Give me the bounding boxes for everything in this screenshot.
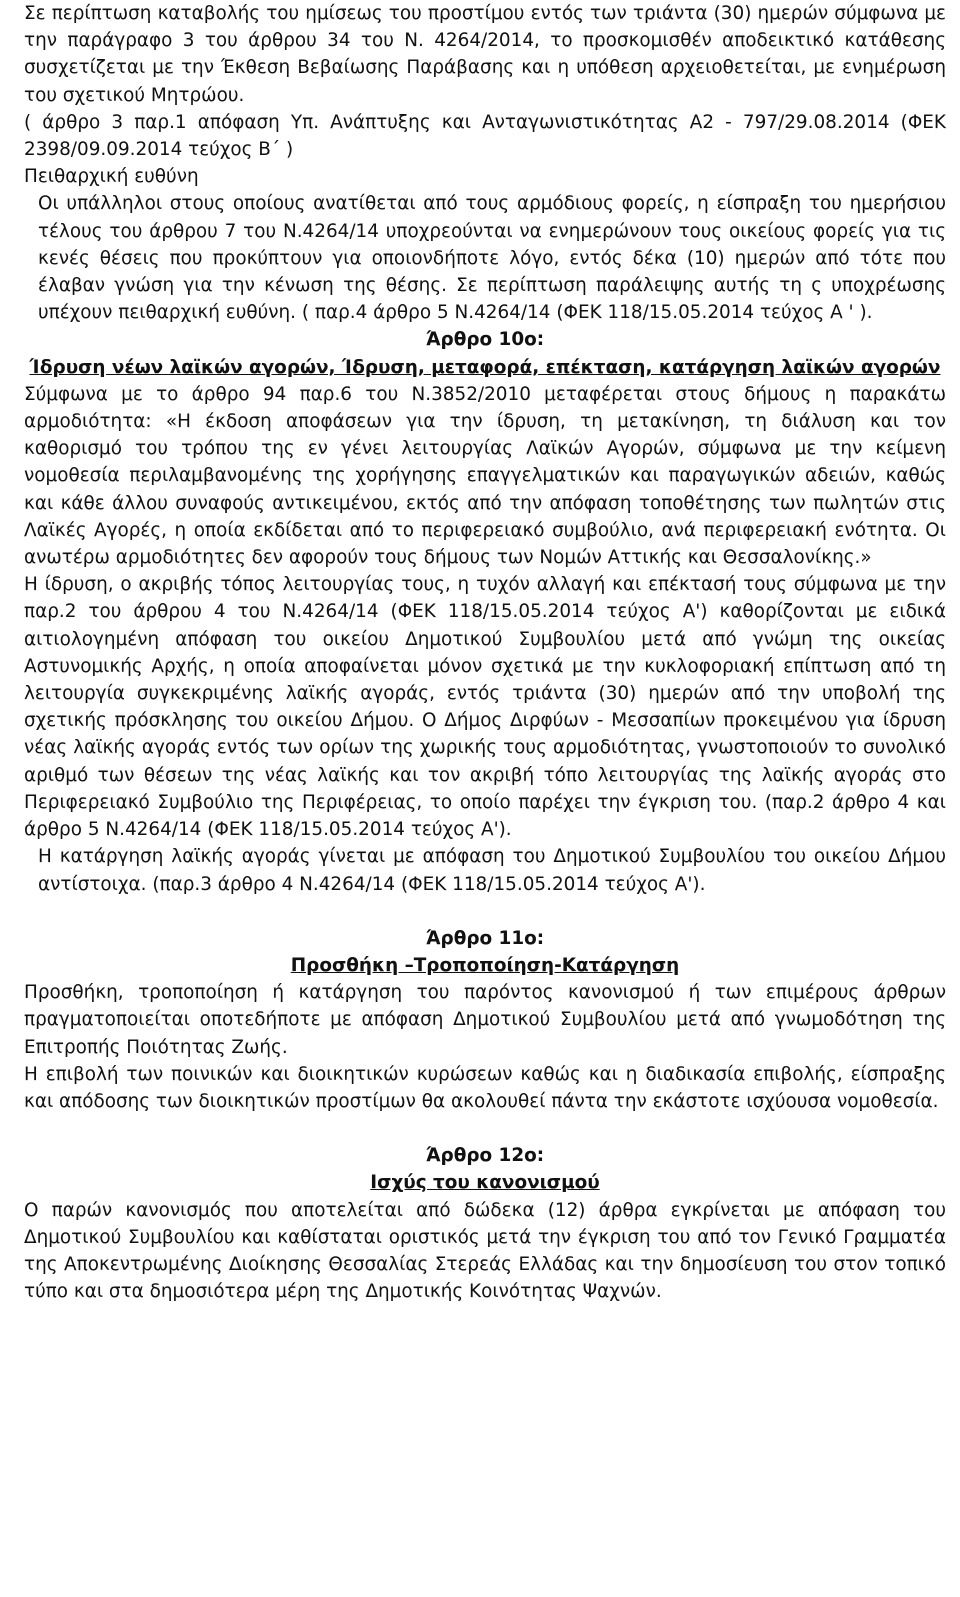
article-10-paragraph-1: Σύμφωνα με το άρθρο 94 παρ.6 του Ν.3852/2010 μεταφέρεται στους δήμους η παρακάτω αρμοδιότητα: «Η έκδοση αποφάσεων για την ίδρυση, τη μετακίνηση, τη διάλυση και τον καθορισμό του τρόπου της εν γένει λειτουργίας Λαϊκών Αγορών, σύμφωνα με την κείμενη νομοθεσία περιλαμβανομένης της χορήγησης επαγγελματικών και παραγωγικών αδειών, καθώς και κάθε άλλου συναφούς αντικειμένου, εκτός από την απόφαση τοποθέτησης των πωλητών στις Λαϊκές Αγορές, η οποία εκδίδεται από το περιφερειακό συμβούλιο, ανά περιφερειακή ενότητα. Οι ανωτέρω αρμοδιότητες δεν αφορούν τους δήμους των Νομών Αττικής και Θεσσαλονίκης.» [24, 383, 946, 569]
article-12-number: Άρθρο 12ο: [425, 1145, 545, 1167]
article-12-paragraph-1: Ο παρών κανονισμός που αποτελείται από δώδεκα (12) άρθρα εγκρίνεται με απόφαση του Δημοτικού Συμβουλίου και καθίσταται οριστικός μετά την έγκριση του από τον Γενικό Γραμματέα της Αποκεντρωμένης Διοίκησης Θεσσαλίας Στερεάς Ελλάδας και την δημοσίευση του στον τοπικό τύπο και στα δημοσιότερα μέρη της Δημοτικής Κοινότητας Ψαχνών. [24, 1199, 946, 1303]
article-10-number: Άρθρο 10ο: [425, 329, 545, 351]
intro-reference: ( άρθρο 3 παρ.1 απόφαση Υπ. Ανάπτυξης και Ανταγωνιστικότητας Α2 - 797/29.08.2014 (ΦΕΚ 2398/09.09.2014 τεύχος Β΄ ) [24, 111, 946, 161]
intro-paragraph: Σε περίπτωση καταβολής του ημίσεως του προστίμου εντός των τριάντα (30) ημερών σύμφωνα με την παράγραφο 3 του άρθρου 34 του Ν. 4264/2014, το προσκομισθέν αποδεικτικό κατάθεσης συσχετίζεται με την Έκθεση Βεβαίωσης Παράβασης και η υπόθεση αρχειοθετείται, με ενημέρωση του σχετικού Μητρώου. [24, 3, 946, 106]
disciplinary-heading: Πειθαρχική ευθύνη [24, 166, 199, 188]
article-10-paragraph-2: Η ίδρυση, ο ακριβής τόπος λειτουργίας τους, η τυχόν αλλαγή και επέκτασή τους σύμφωνα με την παρ.2 του άρθρου 4 του Ν.4264/14 (ΦΕΚ 118/15.05.2014 τεύχος Α') καθορίζονται με ειδικά αιτιολογημένη απόφαση του οικείου Δημοτικού Συμβουλίου μετά από γνώμη της οικείας Αστυνομικής Αρχής, η οποία αποφαίνεται μόνον σχετικά με την κυκλοφοριακή επίπτωση από τη λειτουργία συγκεκριμένης λαϊκής αγοράς, εντός τριάντα (30) ημερών από την υποβολή της σχετικής πρόσκλησης του οικείου Δήμου. Ο Δήμος Διρφύων - Μεσσαπίων προκειμένου για ίδρυση νέας λαϊκής αγοράς εντός των ορίων της χωρικής τους αρμοδιότητας, γνωστοποιούν το συνολικό αριθμό των θέσεων της νέας λαϊκής και τον ακριβή τόπο λειτουργίας της λαϊκής αγοράς στο Περιφερειακό Συμβούλιο της Περιφέρειας, το οποίο παρέχει την έγκριση του. (παρ.2 άρθρο 4 και άρθρο 5 Ν.4264/14 (ΦΕΚ 118/15.05.2014 τεύχος Α'). [24, 574, 946, 841]
article-11-paragraph-1: Προσθήκη, τροποποίηση ή κατάργηση του παρόντος κανονισμού ή των επιμέρους άρθρων πραγματοποιείται οποτεδήποτε με απόφαση Δημοτικού Συμβουλίου μετά από γνωμοδότηση της Επιτροπής Ποιότητας Ζωής. [24, 982, 946, 1058]
article-10-paragraph-3: Η κατάργηση λαϊκής αγοράς γίνεται με απόφαση του Δημοτικού Συμβουλίου του οικείου Δήμου αντίστοιχα. (παρ.3 άρθρο 4 Ν.4264/14 (ΦΕΚ 118/15.05.2014 τεύχος Α'). [38, 846, 946, 895]
article-11-title: Προσθήκη –Τροποποίηση-Κατάργηση [290, 954, 680, 976]
article-12-title: Ισχύς του κανονισμού [370, 1172, 600, 1194]
article-10-title: Ίδρυση νέων λαϊκών αγορών, Ίδρυση, μεταφορά, επέκταση, κατάργηση λαϊκών αγορών [29, 356, 941, 378]
spacer [24, 898, 946, 925]
spacer [24, 1115, 946, 1142]
disciplinary-text: Οι υπάλληλοι στους οποίους ανατίθεται από τους αρμόδιους φορείς, η είσπραξη του ημερήσιου τέλους του άρθρου 7 του Ν.4264/14 υποχρεούνται να ενημερώνουν τους οικείους φορείς για τις κενές θέσεις που προκύπτουν για οποιονδήποτε λόγο, εντός δέκα (10) ημερών από τότε που έλαβαν γνώση για την κένωση της θέσης. Σε περίπτωση παράλειψης αυτής τη ς υποχρέωσης υπέχουν πειθαρχική ευθύνη. ( παρ.4 άρθρο 5 Ν.4264/14 (ΦΕΚ 118/15.05.2014 τεύχος Α ' ). [38, 193, 946, 324]
article-11-paragraph-2: Η επιβολή των ποινικών και διοικητικών κυρώσεων καθώς και η διαδικασία επιβολής, είσπραξης και απόδοσης των διοικητικών προστίμων θα ακολουθεί πάντα την εκάστοτε ισχύουσα νομοθεσία. [24, 1063, 946, 1112]
article-11-number: Άρθρο 11ο: [425, 927, 545, 949]
